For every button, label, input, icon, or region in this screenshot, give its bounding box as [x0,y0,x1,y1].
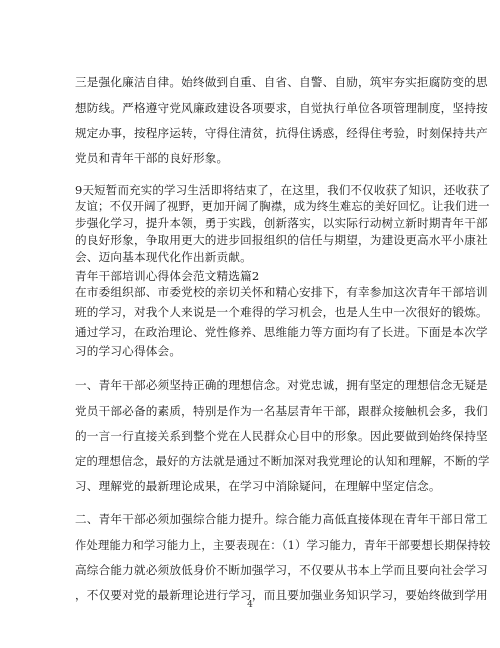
text-line: 习、理解党的最新理论成果，在学习中消除疑问，在理解中坚定信念。 [75,479,441,493]
text-line: 规定办事，按程序运转，守得住清贫，抗得住诱惑，经得住考验，时刻保持共产 [75,126,488,140]
text-line: 通过学习，在政治理论、党性修养、思维能力等方面均有了长进。下面是本次学 [75,325,488,339]
text-line: 的良好形象，争取用更大的进步回报组织的信任与期望，为建设更高水平小康社 [75,233,488,247]
text-line: 想防线。严格遵守党风廉政建设各项要求，自觉执行单位各项管理制度，坚持按 [75,101,488,115]
text-line: 步强化学习，提升本领，勇于实践，创新落实，以实际行动树立新时期青年干部 [75,216,488,230]
text-line: 定的理想信念，最好的方法就是通过不断加深对我党理论的认知和理解，不断的学 [75,454,490,468]
text-line: 习的学习心得体会。 [75,344,182,358]
text-line: 三是强化廉洁自律。始终做到自重、自省、自警、自励，筑牢夯实拒腐防变的思 [75,75,488,89]
text-line: 作处理能力和学习能力上，主要表现在：（1）学习能力，青年干部要想长期保持较 [75,538,491,552]
text-line: 会、迈向基本现代化作出新贡献。 [75,250,252,264]
text-line: 的一言一行直接关系到整个党在人民群众心目中的形象。因此要做到始终保持坚 [75,429,488,443]
page-number: 4 [247,600,253,610]
text-line: 高综合能力就必须放低身价不断加强学习，不仅要从书本上学而且要向社会学习 [75,563,488,577]
text-line: 党员和青年干部的良好形象。 [75,151,229,165]
text-line: 二、青年干部必须加强综合能力提升。综合能力高低直接体现在青年干部日常工 [75,512,488,526]
text-line: 党员干部必备的素质，特别是作为一名基层青年干部，跟群众接触机会多，我们 [75,404,488,418]
section-heading: 青年干部培训心得体会范文精选篇2 [75,269,260,283]
text-line: 9天短暂而充实的学习生活即将结束了，在这里，我们不仅收获了知识，还收获了 [75,183,491,197]
text-line: ，不仅要对党的最新理论进行学习，而且要加强业务知识学习，要始终做到学用 [75,588,488,602]
text-line: 在市委组织部、市委党校的亲切关怀和精心安排下，有幸参加这次青年干部培训 [75,285,488,299]
text-line: 友谊；不仅开阔了视野，更加开阔了胸襟，成为终生难忘的美好回忆。让我们进一 [75,199,490,213]
text-line: 班的学习，对我个人来说是一个难得的学习机会，也是人生中一次很好的锻炼。 [75,305,488,319]
text-line: 一、青年干部必须坚持正确的理想信念。对党忠诚，拥有坚定的理想信念无疑是 [75,378,488,392]
